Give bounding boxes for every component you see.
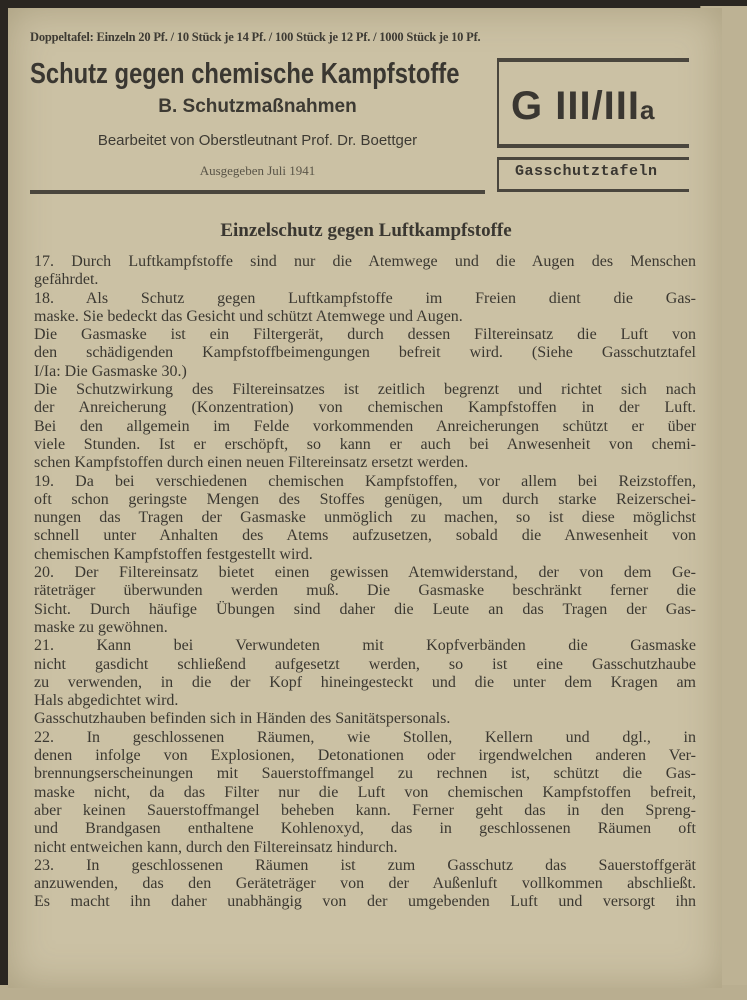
text-line: 20. Der Filtereinsatz bietet einen gewissen Atemwiderstand, der von dem Ge-	[34, 564, 696, 582]
author-line: Bearbeitet von Oberstleutnant Prof. Dr. Boettger	[97, 132, 418, 149]
series-box-bottom	[497, 189, 689, 192]
code-box-top	[497, 58, 689, 62]
series-box-top	[497, 157, 689, 160]
text-line: Es macht ihn daher unabhängig von der umgebenden Luft und versorgt ihn	[34, 893, 696, 911]
issue-date: Ausgegeben Juli 1941	[199, 163, 316, 178]
text-line: der Anreicherung (Konzentration) von chemischen Kampfstoffen in der Luft.	[34, 399, 696, 417]
plate-code-main: G III/III	[511, 84, 641, 128]
series-label: Gasschutztafeln	[515, 163, 658, 180]
text-line: viele Stunden. Ist er erschöpft, so kann er auch bei Anwesenheit von chemi-	[34, 435, 696, 453]
document-title: Schutz gegen chemische Kampfstoffe	[30, 58, 460, 90]
text-line: anzuwenden, das den Geräteträger von der Außenluft vollkommen abschließt.	[34, 875, 696, 893]
text-line: den schädigenden Kampfstoffbeimengungen befreit wird. (Siehe Gasschutztafel	[34, 344, 696, 362]
text-line: nicht gasdicht schließend aufgesetzt werden, so ist eine Gasschutzhaube	[34, 655, 696, 673]
text-line: Bei den allgemein im Felde vorkommenden Anreicherungen schützt er über	[34, 417, 696, 435]
plate-code	[511, 84, 656, 129]
section-heading: Einzelschutz gegen Luftkampfstoffe	[220, 220, 512, 241]
text-line: Die Schutzwirkung des Filtereinsatzes ist zeitlich begrenzt und richtet sich nach	[34, 381, 696, 399]
text-line: schnell unter Anhalten des Atems aufzusetzen, sobald die Anwesenheit von	[34, 527, 696, 545]
text-line: oft schon geringste Mengen des Stoffes genügen, um durch starke Reizerschei-	[34, 490, 696, 508]
plate-code-suffix: a	[640, 95, 656, 125]
text-line: und Brandgasen enthaltene Kohlenoxyd, das in geschlossenen Räumen oft	[34, 820, 696, 838]
text-line: Hals abgedichtet wird.	[34, 692, 179, 710]
code-box-bottom	[497, 144, 689, 148]
text-line: zu verwenden, in die der Kopf hineingesteckt und die unter dem Kragen am	[34, 673, 696, 691]
code-box-left	[497, 58, 499, 146]
text-line: denen infolge von Explosionen, Detonationen oder irgendwelchen anderen Ver-	[34, 747, 696, 765]
text-line: nungen das Tragen der Gasmaske unmöglich zu machen, so ist diese möglichst	[34, 509, 696, 527]
text-line: Gasschutzhauben befinden sich in Händen des Sanitätspersonals.	[34, 710, 451, 728]
header-rule	[30, 190, 485, 194]
text-line: 17. Durch Luftkampfstoffe sind nur die Atemwege und die Augen des Menschen	[34, 253, 696, 270]
document-subtitle: B. Schutzmaßnahmen	[158, 96, 357, 117]
section-body	[34, 253, 696, 912]
text-line: maske zu gewöhnen.	[34, 618, 168, 636]
text-line: 18. Als Schutz gegen Luftkampfstoffe im Freien dient die Gas-	[34, 289, 696, 307]
text-line: Sicht. Durch häufige Übungen sind daher die Leute an das Tragen der Gas-	[34, 600, 696, 618]
text-line: 22. In geschlossenen Räumen, wie Stollen, Kellern und dgl., in	[34, 728, 696, 746]
text-line: brennungserscheinungen mit Sauerstoffmangel zu rechnen ist, schützt die Gas-	[34, 765, 696, 783]
text-line: gefährdet.	[34, 271, 99, 289]
text-line: 21. Kann bei Verwundeten mit Kopfverbänden die Gasmaske	[34, 637, 696, 655]
document-page	[8, 8, 722, 988]
text-line: räteträger überwunden werden muß. Die Gasmaske beschränkt ferner die	[34, 582, 696, 600]
text-line: maske nicht, da das Filter nur die Luft von chemischen Kampfstoffen befreit,	[34, 783, 696, 801]
price-line: Doppeltafel: Einzeln 20 Pf. / 10 Stück je 14 Pf. / 100 Stück je 12 Pf. / 1000 Stück je 10 Pf.	[30, 30, 481, 44]
text-line: schen Kampfstoffen durch einen neuen Filtereinsatz ersetzt werden.	[34, 454, 469, 472]
text-line: 23. In geschlossenen Räumen ist zum Gasschutz das Sauerstoffgerät	[34, 856, 696, 874]
text-line: I/Ia: Die Gasmaske 30.)	[34, 362, 187, 380]
text-line: maske. Sie bedeckt das Gesicht und schützt Atemwege und Augen.	[34, 307, 463, 325]
text-line: Die Gasmaske ist ein Filtergerät, durch dessen Filtereinsatz die Luft von	[34, 326, 696, 344]
series-box-left	[497, 157, 499, 191]
text-line: aber keinen Sauerstoffmangel beheben kann. Ferner geht das in den Spreng-	[34, 801, 696, 819]
text-line: nicht entweichen kann, durch den Filtereinsatz hindurch.	[34, 838, 398, 856]
text-line: chemischen Kampfstoffen festgestellt wird.	[34, 545, 313, 563]
text-line: 19. Da bei verschiedenen chemischen Kampfstoffen, vor allem bei Reizstoffen,	[34, 472, 696, 490]
